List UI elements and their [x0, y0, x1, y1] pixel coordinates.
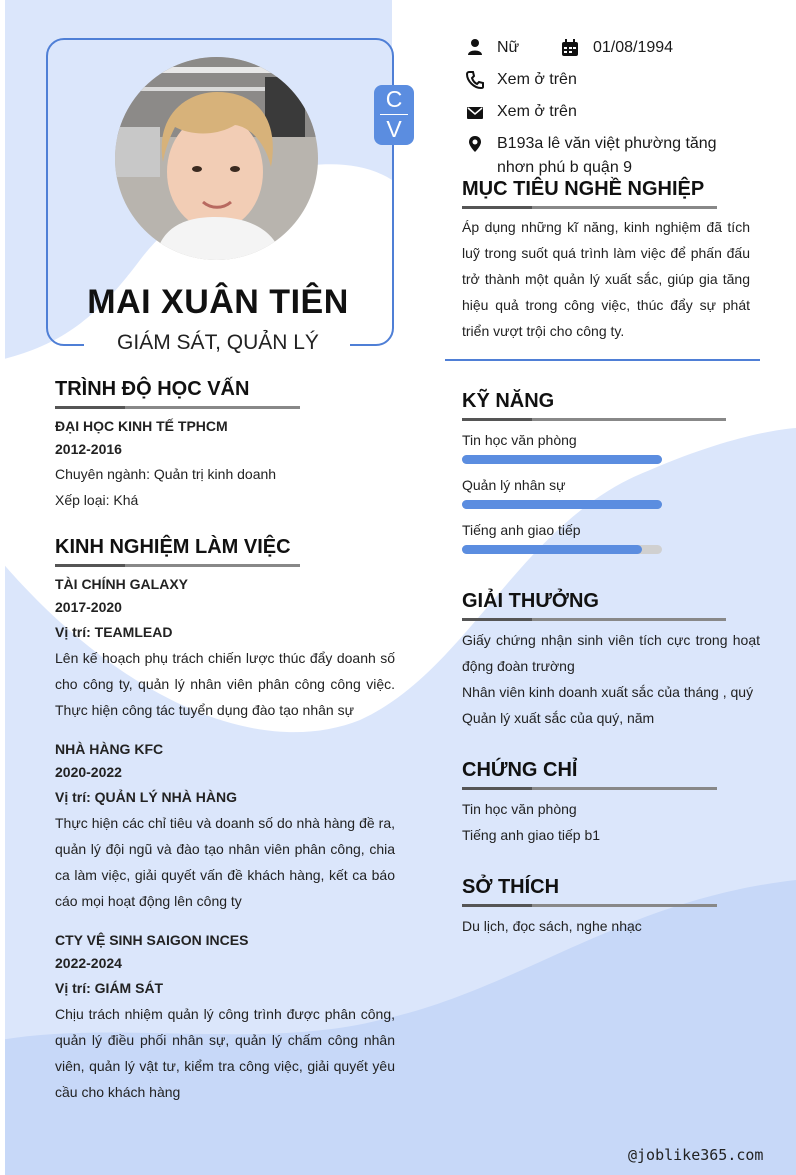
education-heading: TRÌNH ĐỘ HỌC VẤN — [55, 378, 250, 400]
cv-badge-letter-v: V — [386, 116, 402, 142]
education-heading-underline — [55, 406, 300, 409]
profile-photo — [115, 57, 318, 260]
certificates-heading-underline — [462, 787, 717, 790]
candidate-name: MAI XUÂN TIÊN — [87, 283, 349, 321]
address-value: B193a lê văn việt phường tăng nhơn phú b quận 9 — [497, 135, 717, 176]
job-years: 2017-2020 — [55, 599, 122, 615]
job-years: 2020-2022 — [55, 764, 122, 780]
phone-icon — [466, 71, 484, 89]
cv-badge-divider — [380, 114, 408, 115]
job-years: 2022-2024 — [55, 955, 122, 971]
job-company: TÀI CHÍNH GALAXY — [55, 576, 188, 592]
skill-level-bar — [462, 455, 662, 464]
hobbies-heading: SỞ THÍCH — [462, 876, 560, 898]
candidate-title: GIÁM SÁT, QUẢN LÝ — [117, 331, 319, 354]
skills-heading-underline — [462, 418, 726, 421]
job-position: Vị trí: TEAMLEAD — [55, 624, 173, 640]
education-grade: Xếp loại: Khá — [55, 492, 139, 508]
education-major: Chuyên ngành: Quản trị kinh doanh — [55, 466, 277, 482]
job-description: Chịu trách nhiệm quản lý công trình được phân công, quản lý điều phối nhân sự, quản lý chấm công nhân viên, quản lý vật tư, kiểm tra công việc, giải quyết yêu cầu cho khách hàng — [55, 1006, 395, 1100]
job-company: CTY VỆ SINH SAIGON INCES — [55, 932, 249, 948]
award-item: Nhân viên kinh doanh xuất sắc của tháng , quý — [462, 684, 754, 700]
cv-badge — [374, 85, 414, 145]
objective-heading: MỤC TIÊU NGHỀ NGHIỆP — [462, 178, 705, 200]
job-description: Lên kế hoạch phụ trách chiến lược thúc đẩy doanh số cho công ty, quản lý nhân viên phân công công việc. Thực hiện công tác tuyển dụng đào tạo nhân sự — [55, 650, 395, 718]
certificate-item: Tiếng anh giao tiếp b1 — [462, 827, 601, 843]
email-value: Xem ở trên — [497, 103, 577, 120]
hobbies-heading-underline — [462, 904, 717, 907]
skill-level-bar — [462, 545, 662, 554]
skill-level-fill — [462, 500, 662, 509]
email-icon — [466, 104, 484, 122]
skill-label: Tin học văn phòng — [462, 432, 577, 448]
footer-watermark: @joblike365.com — [628, 1146, 764, 1164]
awards-heading: GIẢI THƯỞNG — [462, 590, 599, 612]
portrait-image — [115, 57, 318, 260]
skills-heading: KỸ NĂNG — [462, 390, 555, 412]
phone-value: Xem ở trên — [497, 71, 577, 88]
hobbies-text: Du lịch, đọc sách, nghe nhạc — [462, 918, 642, 934]
experience-heading-underline — [55, 564, 300, 567]
job-company: NHÀ HÀNG KFC — [55, 741, 164, 757]
section-divider — [445, 359, 760, 361]
certificates-heading: CHỨNG CHỈ — [462, 759, 578, 781]
gender-value: Nữ — [497, 39, 520, 56]
job-description: Thực hiện các chỉ tiêu và doanh số do nhà hàng đề ra, quản lý đội ngũ và đào tạo nhân viên phân công, chia ca làm việc, giải quyết vấn đề khách hàng, kết ca báo cáo mọi hoạt động lên công ty — [55, 815, 395, 909]
skill-level-bar — [462, 500, 662, 509]
calendar-icon — [561, 39, 579, 57]
education-school: ĐẠI HỌC KINH TẾ TPHCM — [55, 418, 228, 434]
skill-level-fill — [462, 455, 662, 464]
skill-label: Tiếng anh giao tiếp — [462, 522, 581, 538]
location-pin-icon — [466, 135, 484, 153]
skill-label: Quản lý nhân sự — [462, 477, 566, 493]
award-item: Quản lý xuất sắc của quý, năm — [462, 710, 655, 726]
certificate-item: Tin học văn phòng — [462, 801, 577, 817]
education-years: 2012-2016 — [55, 441, 122, 457]
skill-level-fill — [462, 545, 642, 554]
birthdate-value: 01/08/1994 — [593, 39, 674, 56]
job-position: Vị trí: QUẢN LÝ NHÀ HÀNG — [55, 789, 237, 805]
objective-heading-underline — [462, 206, 717, 209]
experience-heading: KINH NGHIỆM LÀM VIỆC — [55, 536, 291, 558]
person-icon — [466, 38, 484, 56]
job-position: Vị trí: GIÁM SÁT — [55, 980, 164, 996]
awards-heading-underline — [462, 618, 726, 621]
cv-badge-letter-c: C — [385, 86, 403, 112]
objective-text: Áp dụng những kĩ năng, kinh nghiệm đã tích luỹ trong suốt quá trình làm việc để phấn đấu trở thành một quản lý xuất sắc, giúp gia tăng hiệu quả trong công việc, thúc đẩy sự phát triển vượt trội cho công ty. — [462, 219, 750, 339]
award-item: Giấy chứng nhận sinh viên tích cực trong hoạt động đoàn trường — [462, 632, 760, 674]
